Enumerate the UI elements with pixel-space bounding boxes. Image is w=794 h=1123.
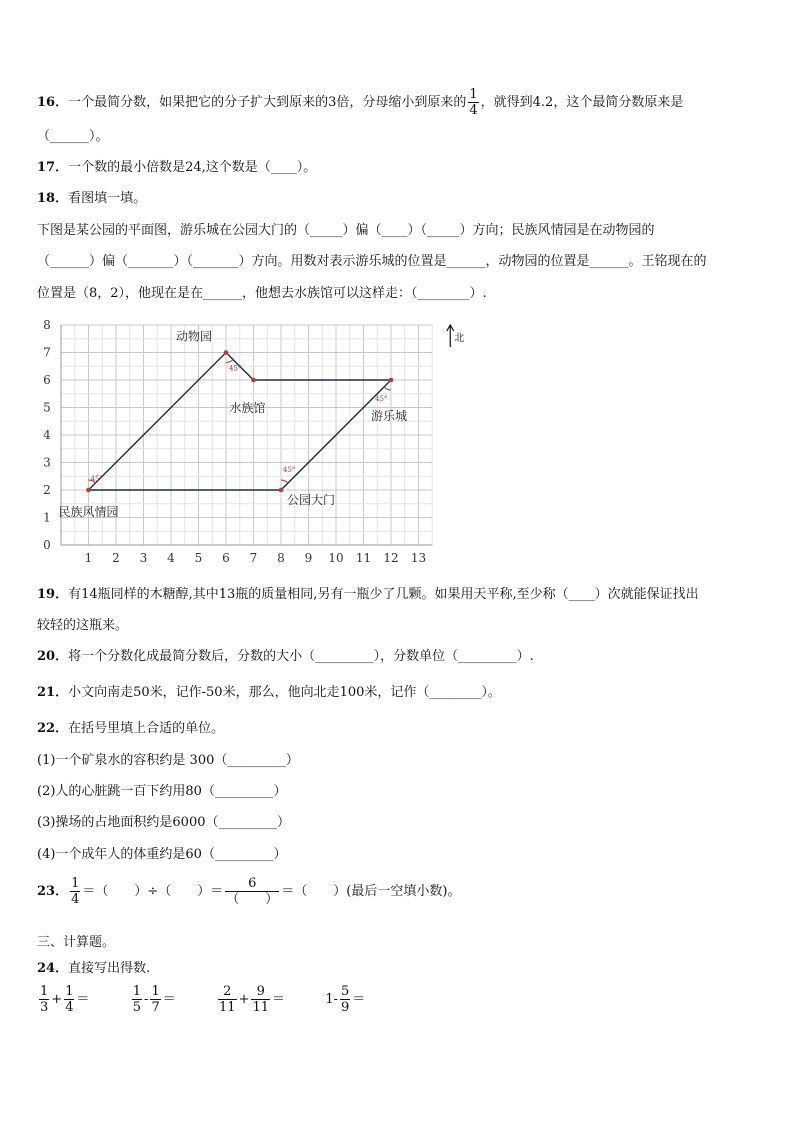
question-19 (37, 583, 699, 602)
q18-number: 18． (37, 191, 69, 206)
q18-line-1: 下图是某公园的平面图，游乐城在公园大门的（_____）偏（____）（_____）方向；民族风情园是在动物园的 (37, 223, 655, 238)
map-point (389, 378, 394, 383)
q19-line-1: 有14瓶同样的木糖醇,其中13瓶的质量相同,另有一瓶少了几颗。如果用天平称,至少称（____）次就能保证找出 (68, 587, 699, 602)
q23-fraction-2 (225, 877, 279, 906)
q23-frac2-numerator: 6 (248, 876, 257, 891)
q24-expression-2: $\frac{1}{5}$ - $\frac{1}{7}$ ＝ (132, 984, 176, 1015)
map-point (86, 488, 91, 493)
q23-frac2-denominator: （ ） (226, 892, 279, 907)
y-tick-label: 7 (43, 345, 51, 360)
q22-title: 在括号里填上合适的单位。 (68, 721, 225, 736)
map-place-label: 游乐城 (371, 409, 408, 423)
q19-line-2: 较轻的这瓶来。 (37, 618, 129, 633)
y-tick-label: 8 (43, 318, 51, 332)
x-tick-label: 10 (328, 551, 344, 565)
q16-fraction (468, 88, 478, 117)
x-tick-label: 7 (249, 551, 258, 565)
question-17 (37, 156, 316, 175)
map-point (224, 350, 229, 355)
x-tick-label: 1 (84, 551, 93, 565)
q24-title: 直接写出得数. (68, 961, 151, 976)
question-16 (37, 88, 683, 117)
q16-frac-numerator: 1 (469, 87, 478, 102)
q18-line-2: （______）偏（_______）（_______）方向。用数对表示游乐城的位置是______，动物园的位置是______。王铭现在的 (37, 254, 707, 269)
map-place-label: 公园大门 (287, 493, 336, 507)
q22-number: 22． (37, 721, 69, 736)
map-place-label: 水族馆 (229, 401, 266, 415)
x-tick-label: 3 (139, 551, 148, 565)
q23-number: 23． (37, 884, 69, 899)
q16-text-b: ，就得到4.2，这个最简分数原来是 (480, 95, 684, 110)
x-tick-label: 5 (194, 551, 203, 565)
q20-text: 将一个分数化成最简分数后，分数的大小（_________），分数单位（_________）. (68, 649, 534, 664)
y-tick-label: 0 (43, 538, 51, 552)
x-tick-label: 9 (304, 551, 313, 565)
x-tick-label: 4 (167, 551, 175, 565)
q16-frac-denominator: 4 (469, 103, 478, 118)
q24-expression-4: 1- $\frac{5}{9}$ ＝ (325, 984, 366, 1015)
angle-arc (281, 480, 288, 483)
y-tick-label: 3 (43, 455, 51, 470)
question-23 (37, 877, 460, 906)
q23-frac1-numerator: 1 (71, 876, 80, 891)
q23-frac1-denominator: 4 (71, 892, 80, 907)
park-map-chart (30, 312, 465, 568)
q20-number: 20． (37, 649, 69, 664)
q23-end: ＝（ ）(最后一空填小数)。 (281, 884, 461, 899)
q23-fraction-1 (70, 877, 80, 906)
q17-text: 一个数的最小倍数是24,这个数是（____）。 (68, 160, 317, 175)
q16-answer-line: （______）。 (37, 129, 109, 144)
q16-number: 16． (37, 95, 69, 110)
north-label: 北 (454, 333, 465, 344)
q22-item-1: (1)一个矿泉水的容积约是 300（_________） (37, 753, 299, 768)
y-tick-label: 5 (43, 400, 51, 415)
x-tick-label: 6 (222, 551, 230, 565)
x-tick-label: 2 (112, 551, 120, 565)
q21-text: 小文向南走50米，记作-50米，那么，他向北走100米，记作（________）。 (68, 685, 501, 700)
question-21 (37, 681, 501, 700)
q24-expression-1: $\frac{1}{3}$ + $\frac{1}{4}$ ＝ (40, 984, 90, 1015)
x-tick-label: 11 (355, 551, 372, 565)
question-20 (37, 645, 534, 664)
question-22 (37, 717, 224, 736)
q22-item-4: (4)一个成年人的体重约是60（_________） (37, 847, 287, 862)
q22-item-3: (3)操场的占地面积约是6000（_________） (37, 815, 290, 830)
question-18 (37, 187, 146, 206)
q17-number: 17． (37, 160, 69, 175)
x-tick-label: 13 (410, 551, 427, 565)
angle-label: 45° (375, 395, 388, 403)
q19-number: 19． (37, 587, 69, 602)
map-point (279, 488, 284, 493)
map-place-label: 民族风情园 (58, 505, 119, 519)
q18-line-3: 位置是（8，2），他现在是在______，他想去水族馆可以这样走：（________）. (37, 286, 487, 301)
q18-title: 看图填一填。 (68, 191, 147, 206)
map-point (251, 378, 256, 383)
map-place-label: 动物园 (176, 329, 213, 344)
x-tick-label: 8 (277, 551, 285, 565)
q21-number: 21． (37, 685, 69, 700)
angle-label: 45° (90, 475, 103, 483)
y-tick-label: 1 (43, 510, 51, 525)
y-tick-label: 4 (43, 428, 51, 442)
angle-label: 45° (283, 466, 296, 474)
question-24 (37, 957, 150, 976)
q23-middle: ＝（ ）÷（ ）＝ (82, 884, 224, 899)
y-tick-label: 6 (43, 373, 51, 387)
angle-label: 45° (229, 364, 242, 373)
q24-expression-3: $\frac{2}{11}$ + $\frac{9}{11}$ ＝ (219, 984, 286, 1015)
angle-arc (226, 360, 233, 363)
q22-item-2: (2)人的心脏跳一百下约用80（_________） (37, 784, 287, 799)
x-tick-label: 12 (383, 551, 399, 565)
q24-number: 24． (37, 961, 69, 976)
q16-text-a: 一个最简分数，如果把它的分子扩大到原来的3倍，分母缩小到原来的 (68, 95, 467, 110)
q24-expressions (37, 985, 365, 1014)
section-3-title: 三、计算题。 (37, 935, 116, 950)
angle-arc (384, 387, 391, 390)
y-tick-label: 2 (43, 483, 51, 497)
